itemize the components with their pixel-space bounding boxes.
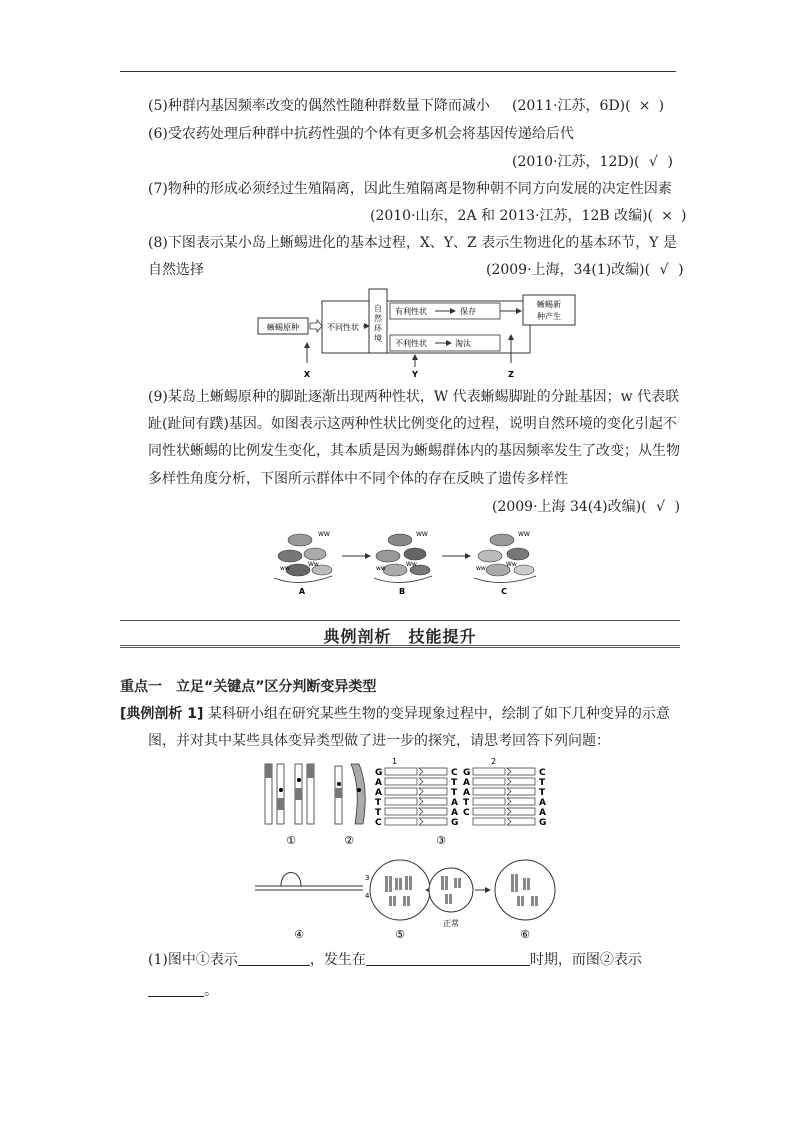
caption-5: ⑤ [395,928,405,941]
section-rule-top [120,620,680,621]
question-text-d: 。 [204,983,218,999]
base-letter: A [539,798,546,808]
label-z: Z [508,370,514,379]
lizard-population-diagram [270,522,560,596]
example-line-2: 图，并对其中某些具体变异类型做了进一步的探究，请思考回答下列问题： [148,733,610,749]
base-letter: A [451,798,458,808]
env-char-2: 然 [374,314,382,323]
base-letter: A [539,808,546,818]
label-c: C [501,587,507,596]
base-letter: C [463,808,470,818]
strand-number-2: 2 [491,758,497,766]
base-letter: T [451,778,458,788]
label-a: A [298,587,306,596]
eliminate-label: 淘汰 [455,339,471,348]
item-8-line-1: (8)下图表示某小岛上蜥蜴进化的基本过程，X、Y、Z 表示生物进化的基本环节，Y 是 [148,235,677,251]
base-letter: T [375,808,382,818]
base-letter: G [451,818,459,828]
answer-blank-1[interactable] [238,951,310,966]
base-pair-bar [473,798,505,805]
different-traits-label: 不同性状 [327,323,359,332]
judgement-mark: × [661,208,673,224]
item-9-source: (2009·上海 34(4)改编)( √ ) [492,499,681,515]
base-pair-bar [507,808,535,815]
item-9-line-1: (9)某岛上蜥蜴原种的脚趾逐渐出现两种性状，W 代表蜥蜴脚趾的分趾基因；w 代表联 [148,389,680,405]
caption-3: ③ [436,834,446,847]
base-letter: A [375,788,382,798]
item-9-line-2: 趾(趾间有蹼)基因。如图表示这两种性状比例变化的过程，说明自然环境的变化引起不 [148,416,677,432]
genotype-label: ww [476,565,486,572]
population-a [274,531,332,596]
strand-number-1: 1 [392,758,398,766]
genotype-label: WW [318,531,330,538]
genotype-label: Ww [308,561,319,568]
caption-6: ⑥ [520,928,530,941]
genotype-label: ww [280,565,290,572]
base-pair-bar [473,818,505,825]
genotype-label: ww [376,565,386,572]
judgement-mark: √ [656,499,666,515]
base-pair-bar [507,818,535,825]
question-text-b: ，发生在 [309,952,366,968]
base-pair-bar [507,778,535,785]
base-pair-bar [419,768,447,775]
judgement-mark: √ [659,262,669,278]
genotype-label: WW [518,531,530,538]
base-pair-bar [473,768,505,775]
item-6-source: (2010·江苏，12D)( √ ) [512,154,673,170]
env-char-1: 自 [374,304,382,313]
chromosome-pair-1 [265,764,314,824]
base-letter: G [375,768,383,778]
cell-5 [370,860,430,920]
label-b: B [398,587,406,596]
base-pair-bar [473,788,505,795]
base-pair-bar [385,788,417,795]
genotype-label: Ww [506,561,517,568]
item-5: (5)种群内基因频率改变的偶然性随种群数量下降而减小 [148,98,490,114]
base-pair-bar [507,798,535,805]
item-9-line-4: 多样性角度分析，下图所示群体中不同个体的存在反映了遗传多样性 [148,471,568,487]
base-pair-bar [473,808,505,815]
arrow-head-icon [485,887,491,893]
base-letter: C [375,818,382,828]
chromosome-pair-2 [335,764,365,824]
base-pair-bar [473,778,505,785]
question-text-a: (1)图中①表示 [148,952,238,968]
new-species-line-1: 蜥蜴新 [537,300,561,309]
judgement-mark: √ [649,154,658,170]
focus-heading: 重点一 立足“关键点”区分判断变异类型 [120,679,377,695]
base-pair-bar [507,788,535,795]
example-label: [典例剖析 1] [120,706,204,722]
cell-6 [495,860,555,920]
caption-2: ② [344,834,354,847]
example-line-1 [120,704,670,724]
answer-blank-3[interactable] [148,982,204,997]
section-title: 典例剖析 技能提升 [323,627,477,646]
base-letter: G [539,818,547,828]
variation-types-figure [255,758,565,944]
label-x: X [303,370,311,379]
caption-1: ① [286,834,296,847]
item-8-source: (2009·上海，34(1)改编)( √ ) [486,262,684,278]
item-5-source: (2011·江苏，6D)( × ) [512,98,665,114]
base-pair-bar [419,818,447,825]
base-letter: G [463,768,471,778]
base-letter: T [463,798,470,808]
favorable-label: 有利性状 [395,307,427,316]
evolution-process-diagram [255,283,595,383]
cell-normal [429,868,473,912]
base-letter: A [451,808,458,818]
base-letter: C [451,768,458,778]
question-text-c: 时期，而图②表示 [529,952,642,968]
base-letter: C [539,768,546,778]
strand-number-4: 4 [365,892,370,900]
base-pair-bar [385,818,417,825]
env-char-4: 境 [374,334,382,343]
base-letter: T [539,778,546,788]
item-7-source: (2010·山东，2A 和 2013·江苏，12B 改编)( × ) [370,208,687,224]
dna-strand-1 [392,758,397,766]
question-1-cont [148,981,218,1001]
population-b [374,531,432,596]
base-pair-bar [419,798,447,805]
label-y: Y [412,370,418,379]
example-text-1: 某科研小组在研究某些生物的变异现象过程中，绘制了如下几种变异的示意 [207,706,670,722]
base-pair-bar [419,788,447,795]
answer-blank-2[interactable] [366,951,530,966]
item-7: (7)物种的形成必须经过生殖隔离，因此生殖隔离是物种朝不同方向发展的决定性因素 [148,181,672,197]
base-letter: A [463,788,470,798]
section-header [120,620,680,648]
hollow-arrow-icon [310,320,322,332]
item-9-line-3: 同性状蜥蜴的比例发生变化，其本质是因为蜥蜴群体内的基因频率发生了改变；从生物 [148,443,680,459]
genotype-label: Ww [406,561,417,568]
item-8-line-2: 自然选择 [148,262,204,278]
question-1 [148,950,642,970]
judgement-mark: × [638,98,651,114]
preserve-label: 保存 [460,307,476,316]
new-species-line-2: 种产生 [537,312,561,321]
normal-label: 正常 [443,919,459,928]
base-letter: T [375,798,382,808]
caption-4: ④ [294,928,304,941]
base-pair-bar [385,808,417,815]
base-letter: T [451,788,458,798]
unfavorable-label: 不利性状 [395,339,427,348]
deletion-loop [255,873,370,901]
base-letter: A [463,778,470,788]
original-species-label: 蜥蜴原种 [267,323,299,332]
base-letter: T [539,788,546,798]
base-pair-bar [385,798,417,805]
base-pair-bar [385,778,417,785]
header-rule [120,71,676,72]
base-pair-bar [507,768,535,775]
base-letter: A [375,778,382,788]
base-pair-bar [419,808,447,815]
strand-number-3: 3 [365,874,370,882]
section-rule-bottom [120,645,680,648]
base-pair-bar [419,778,447,785]
genotype-label: WW [416,531,428,538]
population-c [474,531,536,596]
env-char-3: 环 [374,324,382,333]
dna-strand-2 [491,758,496,766]
item-6: (6)受农药处理后种群中抗药性强的个体有更多机会将基因传递给后代 [148,126,574,142]
base-pair-bar [385,768,417,775]
